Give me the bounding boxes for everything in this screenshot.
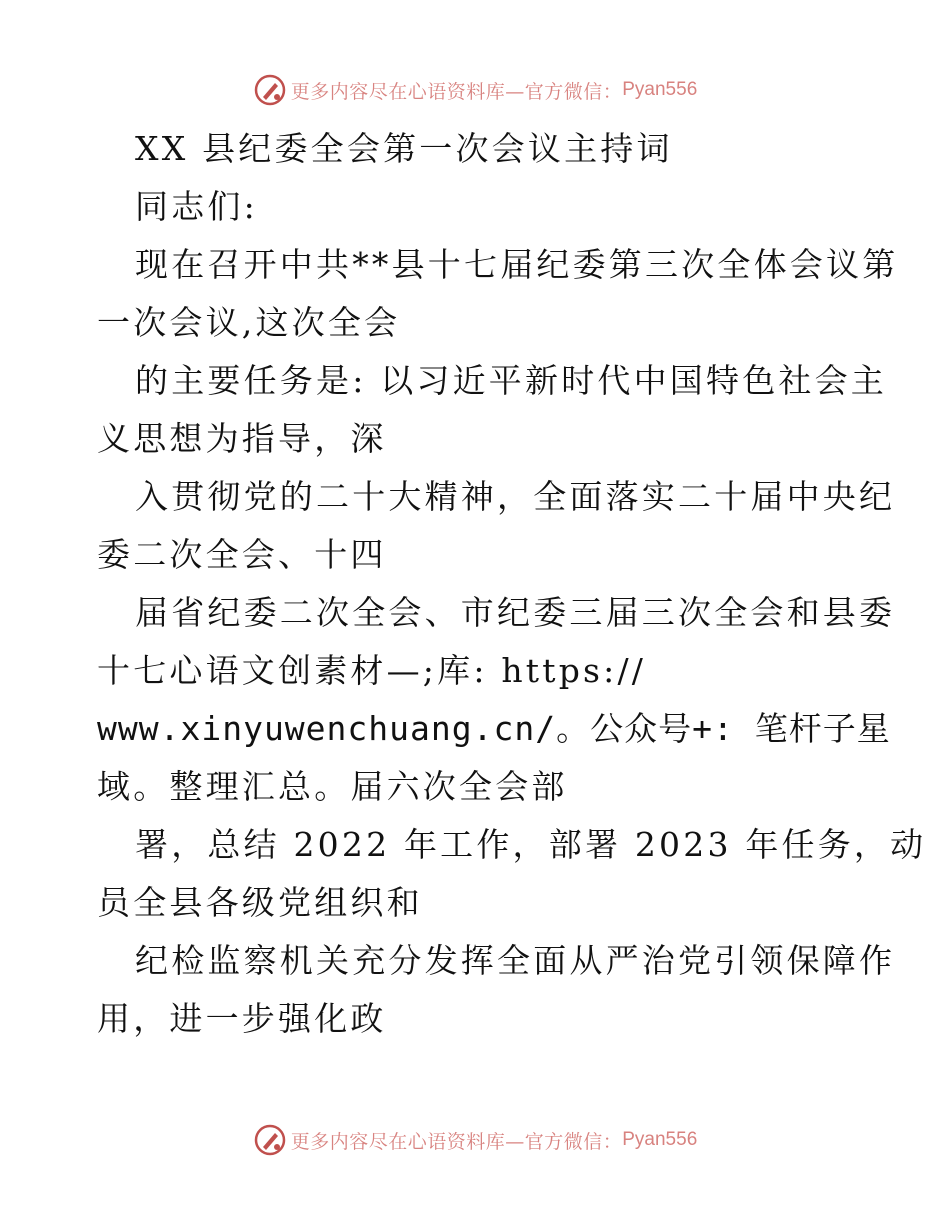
pen-seal-logo-icon — [253, 73, 287, 107]
paragraph-line: 纪检监察机关充分发挥全面从严治党引领保障作 — [135, 941, 896, 980]
paragraph-line: 现在召开中共**县十七届纪委第三次全体会议第 — [135, 245, 899, 284]
banner-text: 更多内容尽在心语资料库—官方微信： — [290, 80, 623, 103]
paragraph-line: 入贯彻党的二十大精神，全面落实二十届中央纪 — [135, 477, 896, 516]
paragraph-line: 域。整理汇总。届六次全会部 — [97, 767, 568, 806]
paragraph-line: 用，进一步强化政 — [97, 999, 387, 1038]
pen-seal-logo-icon — [253, 1123, 287, 1157]
paragraph-line: 员全县各级党组织和 — [97, 883, 423, 922]
paragraph-line: 署，总结 2022 年工作，部署 2023 年任务，动 — [135, 825, 927, 864]
paragraph-line: 委二次全会、十四 — [97, 535, 387, 574]
banner-text: 更多内容尽在心语资料库—官方微信： — [290, 1130, 623, 1153]
header-watermark-banner — [0, 72, 950, 108]
document-body — [97, 120, 927, 1048]
paragraph-line: 十七心语文创素材—;库: https:// — [97, 651, 647, 690]
banner-wechat-id: Pyan556 — [622, 1129, 698, 1150]
paragraph-line: www.xinyuwenchuang.cn/。公众号+: 笔杆子星 — [97, 709, 891, 748]
paragraph-line: 义思想为指导，深 — [97, 419, 387, 458]
banner-wechat-id: Pyan556 — [622, 79, 698, 100]
footer-watermark-banner — [0, 1122, 950, 1158]
document-title: XX 县纪委全会第一次会议主持词 — [135, 129, 673, 168]
salutation: 同志们: — [135, 187, 258, 226]
paragraph-line: 的主要任务是: 以习近平新时代中国特色社会主 — [135, 361, 888, 400]
paragraph-line: 一次会议,这次全会 — [97, 303, 401, 342]
paragraph-line: 届省纪委二次全会、市纪委三届三次全会和县委 — [135, 593, 896, 632]
